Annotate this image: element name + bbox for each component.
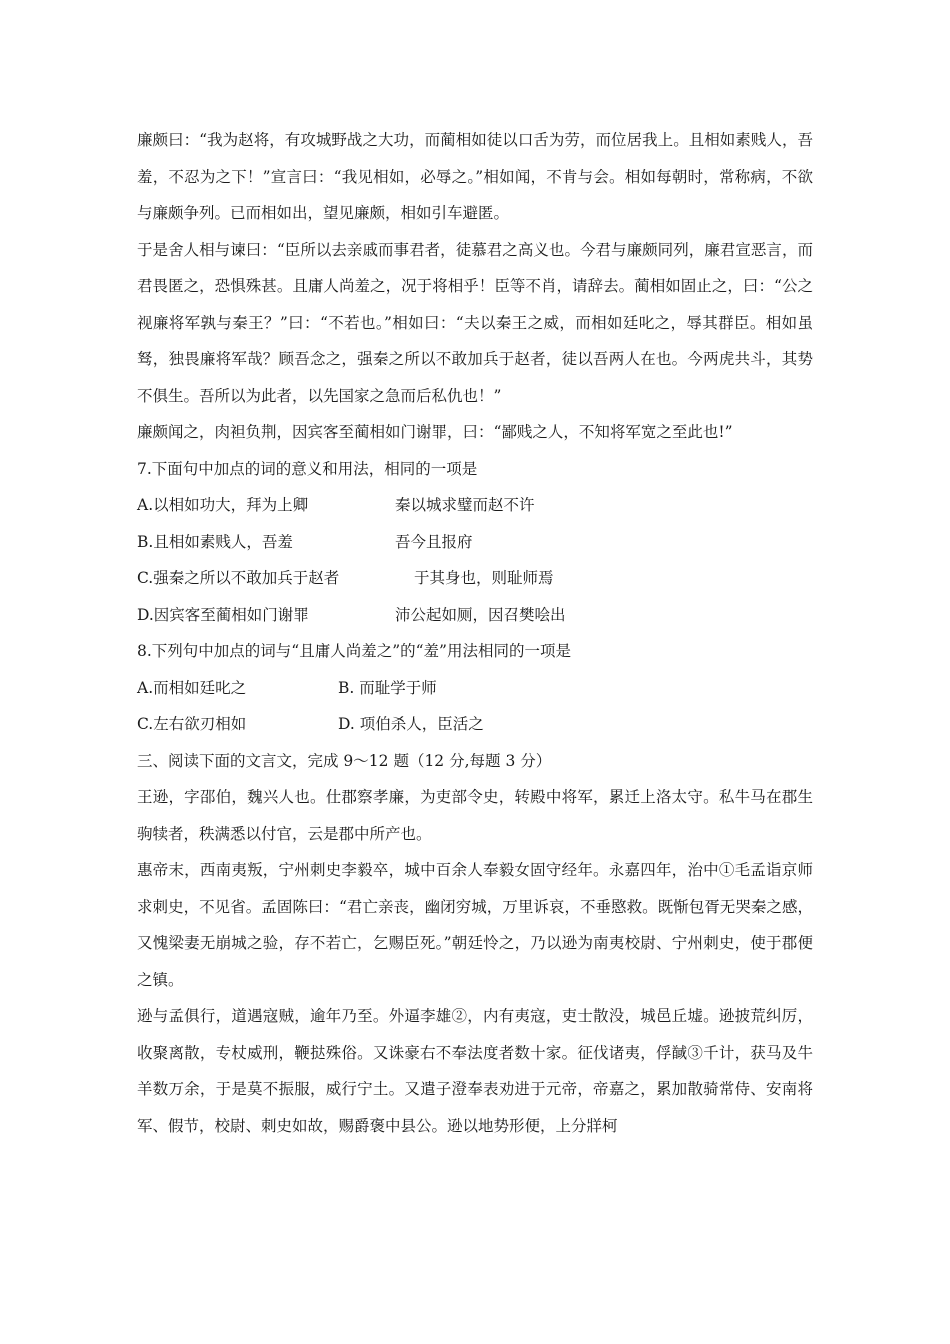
section-3-heading: 三、阅读下面的文言文，完成 9～12 题（12 分,每题 3 分） <box>137 751 552 770</box>
option-b: B. 而耻学于师 <box>338 678 437 697</box>
option-sentence-right: 秦以城求璧而赵不许 <box>395 496 535 514</box>
passage1-paragraph-2: 于是舍人相与谏曰：“臣所以去亲戚而事君者，徒慕君之高义也。今君与廉颇同列，廉君宣恶言，而君畏匿之，恐惧殊甚。且庸人尚羞之，况于将相乎！臣等不肖，请辞去。蔺相如固止之，曰：“公之视廉将军孰与秦王？”曰：“不若也。”相如曰：“夫以秦王之威，而相如廷叱之，辱其群臣。相如虽驽，独畏廉将军哉？顾吾念之，强秦之所以不敢加兵于赵者，徒以吾两人在也。今两虎共斗，其势不俱生。吾所以为此者，以先国家之急而后私仇也！” <box>137 240 813 405</box>
option-sentence-right: 吾今且报府 <box>395 532 473 551</box>
option-c: C.左右欲刃相如 <box>137 715 247 733</box>
option-sentence-left: C.强秦之所以不敢加兵于赵者 <box>137 569 340 587</box>
option-sentence-right: 沛公起如厕，因召樊哙出 <box>395 605 566 624</box>
option-a: A.而相如廷叱之 <box>137 678 247 697</box>
question-7-title: 7.下面句中加点的词的意义和用法，相同的一项是 <box>137 459 478 478</box>
question-7-option-b <box>137 524 813 561</box>
option-sentence-left: B.且相如素贱人，吾羞 <box>137 532 293 551</box>
option-d: D. 项伯杀人，臣活之 <box>338 715 484 733</box>
passage2-paragraph-3: 逊与孟俱行，道遇寇贼，逾年乃至。外逼李雄②，内有夷寇，吏士散没，城邑丘墟。逊披荒纠厉，收聚离散，专杖威刑，鞭挞殊俗。又诛豪右不奉法度者数十家。征伐诸夷，俘馘③千计，获马及牛羊数万余，于是莫不振服，威行宁土。又遣子澄奉表劝进于元帝，帝嘉之，累加散骑常侍、安南将军、假节，校尉、刺史如故，赐爵褒中县公。逊以地势形便，上分牂柯 <box>137 1007 813 1135</box>
question-8-options-row-1 <box>137 670 813 707</box>
option-sentence-right: 于其身也，则耻师焉 <box>414 569 554 587</box>
option-sentence-left: D.因宾客至蔺相如门谢罪 <box>137 605 309 624</box>
option-sentence-left: A.以相如功大，拜为上卿 <box>137 496 309 514</box>
question-7-option-a <box>137 487 813 524</box>
passage1-paragraph-3: 廉颇闻之，肉袒负荆，因宾客至蔺相如门谢罪，曰：“鄙贱之人，不知将军宽之至此也!” <box>137 423 733 441</box>
question-7-option-c <box>137 560 813 597</box>
passage1-paragraph-1: 廉颇曰：“我为赵将，有攻城野战之大功，而蔺相如徒以口舌为劳，而位居我上。且相如素贱人，吾羞，不忍为之下！”宣言曰：“我见相如，必辱之。”相如闻，不肯与会。相如每朝时，常称病，不欲与廉颇争列。已而相如出，望见廉颇，相如引车避匿。 <box>137 131 813 222</box>
question-8-options-row-2 <box>137 706 813 743</box>
passage2-paragraph-1: 王逊，字邵伯，魏兴人也。仕郡察孝廉，为吏部令史，转殿中将军，累迁上洛太守。私牛马在郡生驹犊者，秩满悉以付官，云是郡中所产也。 <box>137 788 813 843</box>
document-page <box>137 122 813 1144</box>
question-7-option-d <box>137 597 813 634</box>
passage2-paragraph-2: 惠帝末，西南夷叛，宁州刺史李毅卒，城中百余人奉毅女固守经年。永嘉四年，治中①毛孟诣京师求刺史，不见省。孟固陈曰：“君亡亲丧，幽闭穷城，万里诉哀，不垂愍救。既惭包胥无哭秦之感，又愧梁妻无崩城之验，存不若亡，乞赐臣死。”朝廷怜之，乃以逊为南夷校尉、宁州刺史，使于郡便之镇。 <box>137 861 813 989</box>
question-8-title: 8.下列句中加点的词与“且庸人尚羞之”的“羞”用法相同的一项是 <box>137 642 571 660</box>
